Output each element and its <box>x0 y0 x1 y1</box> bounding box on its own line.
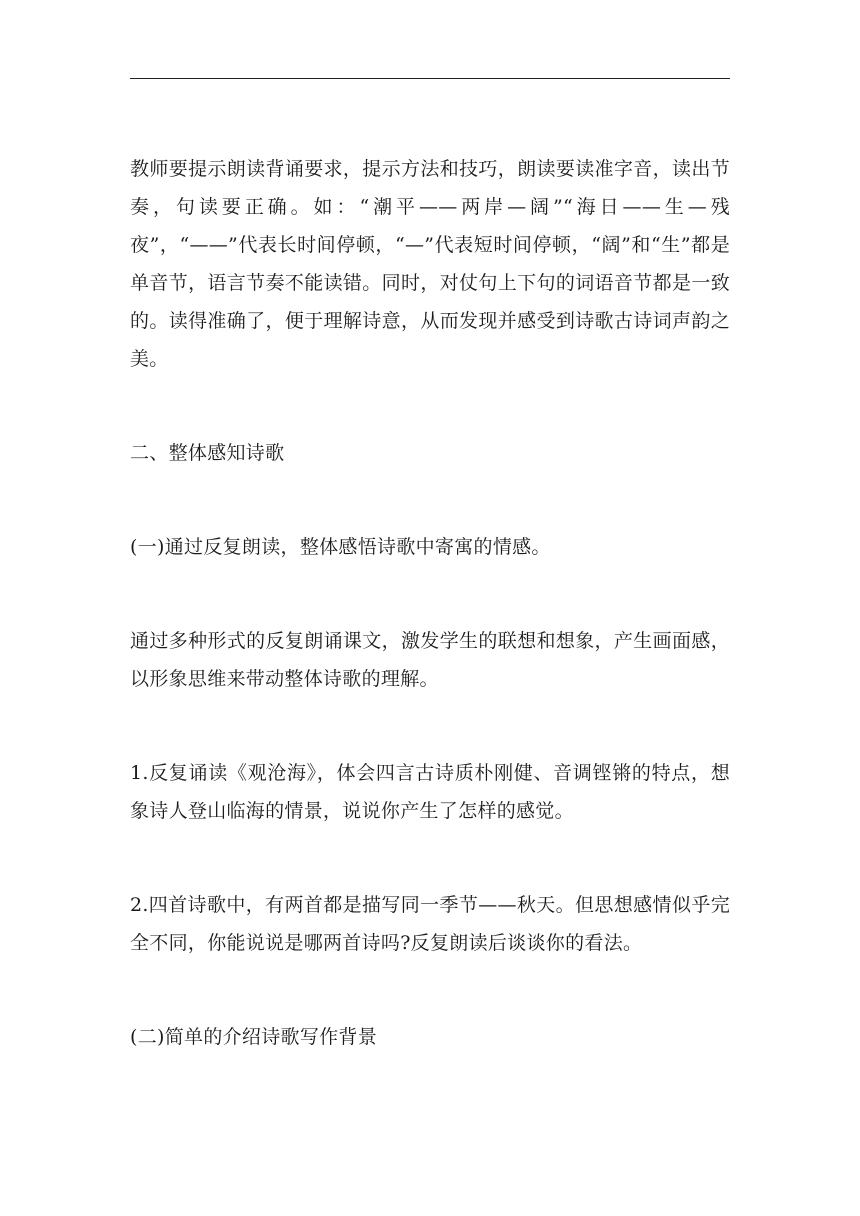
header-rule <box>130 78 730 79</box>
subheading-background: (二)简单的介绍诗歌写作背景 <box>130 1026 378 1048</box>
body-paragraph: 通过多种形式的反复朗诵课文，激发学生的联想和想象，产生画面感，以形象思维来带动整体诗歌的理解。 <box>130 630 730 690</box>
intro-paragraph: 教师要提示朗读背诵要求，提示方法和技巧，朗读要读准字音，读出节奏，句读要正确。如：“潮平——两岸—阔”“海日——生—残夜”，“——”代表长时间停顿，“—”代表短时间停顿，“阔”和“生”都是单音节，语言节奏不能读错。同时，对仗句上下句的词语音节都是一致的。读得准确了，便于理解诗意，从而发现并感受到诗歌古诗词声韵之美。 <box>130 158 730 370</box>
list-item-2: 2.四首诗歌中，有两首都是描写同一季节——秋天。但思想感情似乎完全不同，你能说说是哪两首诗吗?反复朗读后谈谈你的看法。 <box>130 894 730 954</box>
list-item-1: 1.反复诵读《观沧海》，体会四言古诗质朴刚健、音调铿锵的特点，想象诗人登山临海的情景，说说你产生了怎样的感觉。 <box>130 762 730 822</box>
document-body <box>130 150 730 1056</box>
section-heading: 二、整体感知诗歌 <box>130 442 285 464</box>
subheading-repeated-reading: (一)通过反复朗读，整体感悟诗歌中寄寓的情感。 <box>130 536 551 558</box>
